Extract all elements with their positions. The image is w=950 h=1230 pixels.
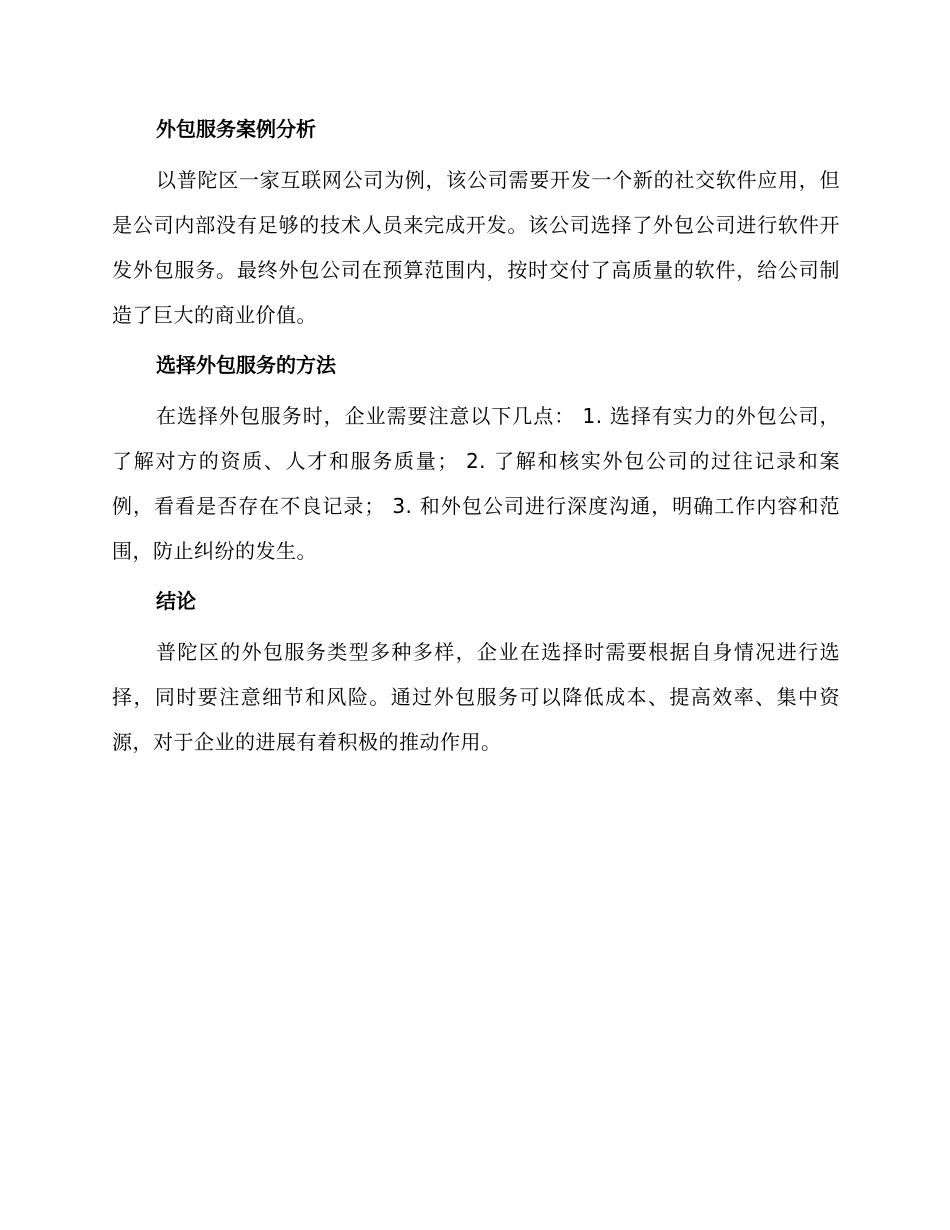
document-body: [112, 110, 840, 773]
section-heading-case-analysis: 外包服务案例分析: [156, 117, 316, 141]
section-heading-conclusion: 结论: [156, 589, 196, 613]
section-heading-selection-method: 选择外包服务的方法: [156, 353, 336, 377]
section-paragraph-selection-method: 在选择外包服务时，企业需要注意以下几点： 1. 选择有实力的外包公司，了解对方的资质、人才和服务质量； 2. 了解和核实外包公司的过往记录和案例，看看是否存在不良记录； 3. 和外包公司进行深度沟通，明确工作内容和范围，防止纠纷的发生。: [112, 404, 840, 563]
section-paragraph-conclusion: 普陀区的外包服务类型多种多样，企业在选择时需要根据自身情况进行选择，同时要注意细节和风险。通过外包服务可以降低成本、提高效率、集中资源，对于企业的进展有着积极的推动作用。: [112, 640, 840, 754]
section-paragraph-case-analysis: 以普陀区一家互联网公司为例，该公司需要开发一个新的社交软件应用，但是公司内部没有足够的技术人员来完成开发。该公司选择了外包公司进行软件开发外包服务。最终外包公司在预算范围内，按时交付了高质量的软件，给公司制造了巨大的商业价值。: [112, 168, 840, 327]
